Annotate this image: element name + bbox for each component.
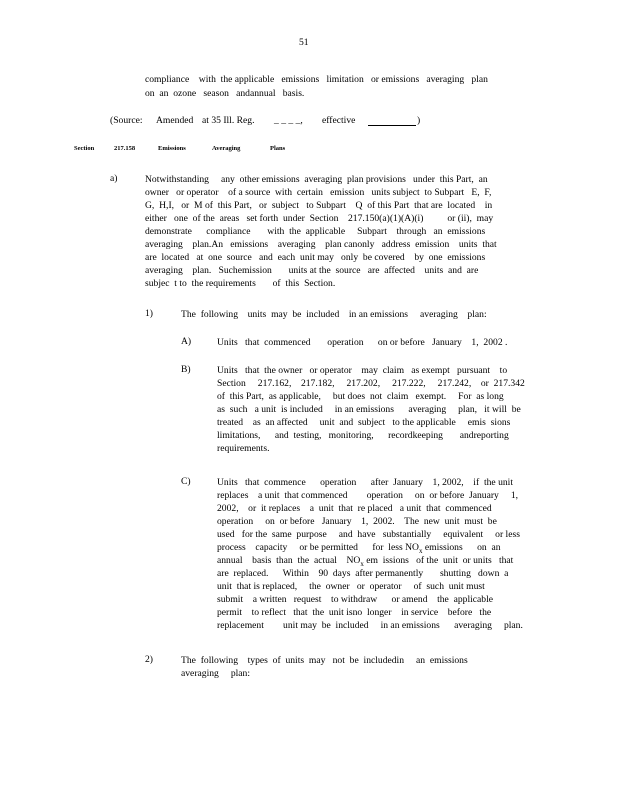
item-b-line: requirements. [217, 443, 270, 454]
paragraph-2-line: averaging plan: [181, 668, 250, 679]
source-close: ) [417, 115, 421, 126]
item-c-line: unit that is replaced, the owner or operator of such unit must [217, 581, 485, 592]
intro-line-2: on an ozone season andannual basis. [145, 88, 305, 99]
nox-subscript: x [418, 546, 423, 555]
item-a-marker: A) [181, 336, 192, 347]
paragraph-a-line: G, H,I, or M of this Part, or subject to Subpart Q of this Part that are located in [145, 200, 493, 211]
section-number: 217.158 [114, 145, 136, 152]
section-word-plans: Plans [270, 145, 286, 152]
item-a-text: Units that commenced operation on or before January 1, 2002 . [217, 337, 508, 348]
item-c-line: replacement unit may be included in an emissions averaging plan. [217, 620, 523, 631]
paragraph-a-line: are located at one source and each unit may only be covered by one emissions [145, 252, 486, 263]
intro-line-1: compliance with the applicable emissions limitation or emissions averaging plan [145, 74, 488, 85]
item-c-line: replaces a unit that commenced operation on or before January 1, [217, 490, 519, 501]
source-blank-1: _ _ _ _, [274, 115, 303, 126]
source-amended: Amended [156, 115, 194, 126]
paragraph-a-line: Notwithstanding any other emissions averaging plan provisions under this Part, an [145, 174, 488, 185]
paragraph-a-line: owner or operator of a source with certain emission units subject to Subpart E, F, [145, 187, 492, 198]
source-effective: effective [322, 115, 356, 126]
source-reg: at 35 Ill. Reg. [202, 115, 255, 126]
item-c-line-6-text: process capacity or be permitted for less NO [217, 542, 419, 553]
item-c-line: 2002, or it replaces a unit that re placed a unit that commenced [217, 503, 492, 514]
section-word-averaging: Averaging [212, 145, 241, 152]
item-c-marker: C) [181, 476, 191, 487]
item-c-line-6-rest: emissions on an [424, 542, 501, 553]
item-b-line: as such a unit is included in an emissions averaging plan, it will be [217, 404, 521, 415]
section-word-emissions: Emissions [158, 145, 186, 152]
paragraph-a-line: averaging plan. Suchemission units at the source are affected units and are [145, 265, 479, 276]
item-b-line: Section 217.162, 217.182, 217.202, 217.222, 217.242, or 217.342 [217, 378, 525, 389]
item-c-line: used for the same purpose and have substantially equivalent or less [217, 529, 520, 540]
item-b-line: treated as an affected unit and subject to the applicable emis sions [217, 417, 511, 428]
item-c-line-nox-2 [217, 555, 513, 569]
paragraph-1-text: The following units may be included in an emissions averaging plan: [181, 309, 487, 320]
item-b-line: of this Part, as applicable, but does not claim exempt. For as long [217, 391, 504, 402]
paragraph-2-marker: 2) [145, 654, 153, 665]
item-b-marker: B) [181, 364, 191, 375]
item-c-line: submit a written request to withdraw or amend the applicable [217, 594, 494, 605]
item-b-line: limitations, and testing, monitoring, recordkeeping andreporting [217, 430, 509, 441]
page-number: 51 [299, 37, 309, 48]
paragraph-a-line: demonstrate compliance with the applicable Subpart through an emissions [145, 226, 486, 237]
source-label: (Source: [110, 115, 143, 126]
paragraph-1-marker: 1) [145, 308, 153, 319]
item-b-line: Units that the owner or operator may claim as exempt pursuant to [217, 365, 508, 376]
paragraph-2-line: The following types of units may not be includedin an emissions [181, 655, 468, 666]
source-blank-2 [368, 116, 416, 126]
item-c-line-nox-1 [217, 542, 501, 556]
paragraph-a-line: either one of the areas set forth under Section 217.150(a)(1)(A)(i) or (ii), may [145, 213, 494, 224]
item-c-line: permit to reflect that the unit isno longer in service before the [217, 607, 492, 618]
paragraph-a-marker: a) [110, 173, 118, 184]
paragraph-a-line: subjec t to the requirements of this Section. [145, 278, 336, 289]
item-c-line: are replaced. Within 90 days after permanently shutting down a [217, 568, 509, 579]
item-c-line-7-text: annual basis than the actual NO [217, 555, 361, 566]
item-c-line: Units that commence operation after January 1, 2002, if the unit [217, 477, 514, 488]
section-label: Section [74, 145, 95, 152]
item-c-line: operation on or before January 1, 2002. The new unit must be [217, 516, 497, 527]
item-c-line-7-rest: em issions of the unit or units that [366, 555, 514, 566]
nox-subscript: x [360, 559, 364, 568]
paragraph-a-line: averaging plan.An emissions averaging plan canonly address emission units that [145, 239, 497, 250]
